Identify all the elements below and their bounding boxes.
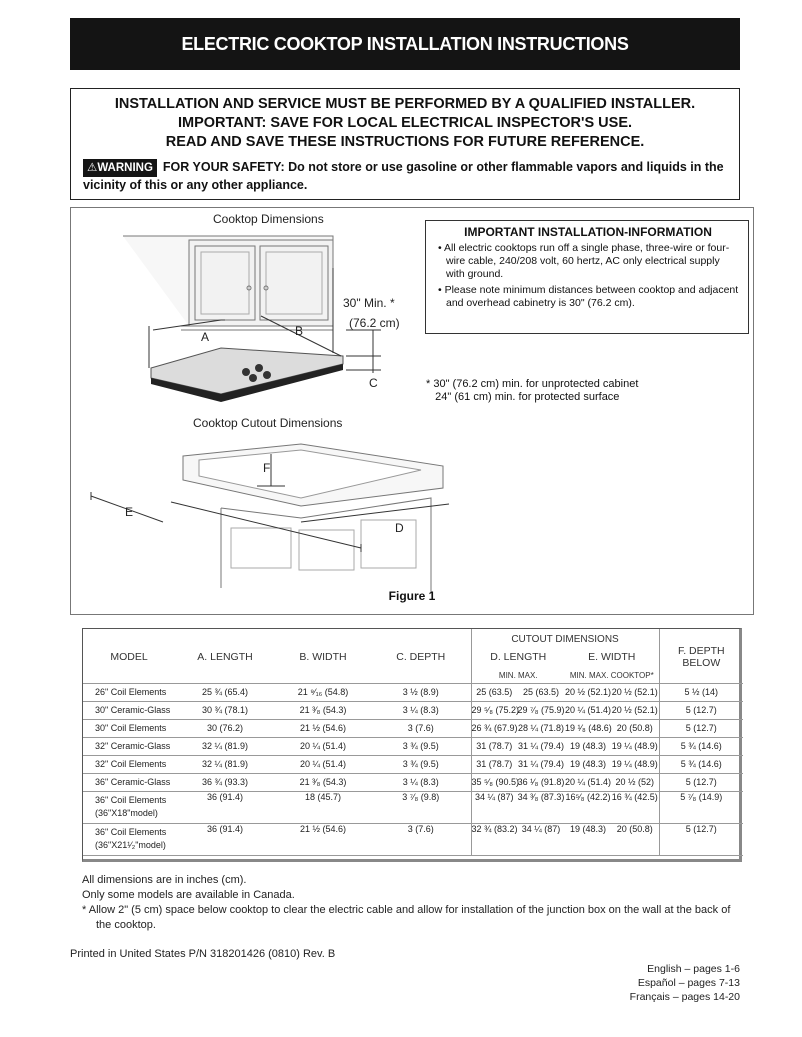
cell-a: 36 (91.4)	[175, 791, 275, 823]
cell-b: 21 ³⁄₈ (54.3)	[275, 701, 371, 719]
cooktop-dimensions-label: Cooktop Dimensions	[213, 212, 324, 226]
cell-d-max: 29 ⁷⁄₈ (75.9)	[517, 701, 565, 719]
dimension-letter-c: C	[369, 376, 378, 390]
model-cell	[83, 791, 175, 823]
model-name: 36" Ceramic-Glass	[95, 777, 171, 787]
cell-b: 20 ¼ (51.4)	[275, 737, 371, 755]
cell-e-min: 19 (48.3)	[565, 755, 611, 773]
min-distance-cm-label: (76.2 cm)	[349, 316, 400, 330]
notice-line-inspector: IMPORTANT: SAVE FOR LOCAL ELECTRICAL INSPECTOR'S USE.	[177, 115, 633, 131]
column-header-a-length: A. LENGTH	[197, 651, 253, 663]
cell-f: 5 ¾ (14.6)	[659, 737, 743, 755]
dimensions-table	[82, 628, 742, 862]
cell-d-max: 31 ¼ (79.4)	[517, 755, 565, 773]
pages-english: English – pages 1-6	[647, 963, 740, 975]
cell-b: 21 ½ (54.6)	[275, 719, 371, 737]
column-header-model: MODEL	[110, 651, 148, 663]
dimension-letter-f: F	[263, 461, 271, 475]
cabinet-clearance-protected: 24" (61 cm) min. for protected surface	[426, 391, 620, 403]
model-name: 36" Coil Elements	[95, 827, 167, 837]
cell-e-min: 16⁵⁄₈ (42.2)	[565, 791, 611, 823]
cell-a: 30 ¾ (78.1)	[175, 701, 275, 719]
cell-c: 3 ¼ (8.3)	[371, 773, 471, 791]
table-row	[83, 737, 743, 755]
cell-a: 30 (76.2)	[175, 719, 275, 737]
cell-c: 3 ⁷⁄₈ (9.8)	[371, 791, 471, 823]
cell-b: 18 (45.7)	[275, 791, 371, 823]
table-row	[83, 791, 743, 823]
cell-d-min: 26 ¾ (67.9)	[471, 719, 517, 737]
cell-e-min: 20 ½ (52.1)	[565, 683, 611, 701]
table-row	[83, 701, 743, 719]
cutout-dimensions-header: CUTOUT DIMENSIONS	[471, 629, 659, 645]
cell-a: 25 ¾ (65.4)	[175, 683, 275, 701]
table-row	[83, 719, 743, 737]
cell-c: 3 ½ (8.9)	[371, 683, 471, 701]
cabinet-clearance-note	[426, 378, 638, 404]
cell-f: 5 ⁷⁄₈ (14.9)	[659, 791, 743, 823]
cell-b: 20 ¼ (51.4)	[275, 755, 371, 773]
safety-warning	[83, 159, 727, 193]
warning-text: FOR YOUR SAFETY: Do not store or use gasoline or other flammable vapors and liquids in the vicinity of this or any other appliance.	[83, 160, 724, 192]
burner-4	[263, 371, 271, 379]
burner-2	[255, 364, 263, 372]
cell-f: 5 (12.7)	[659, 701, 743, 719]
installer-notice-box	[70, 88, 740, 200]
cell-d-min: 25 (63.5)	[471, 683, 517, 701]
cell-a: 36 ¾ (93.3)	[175, 773, 275, 791]
cell-d-min: 31 (78.7)	[471, 755, 517, 773]
cell-c: 3 ¾ (9.5)	[371, 737, 471, 755]
document-title: ELECTRIC COOKTOP INSTALLATION INSTRUCTIONS	[70, 18, 740, 70]
model-cell	[83, 737, 175, 755]
notice-line-qualified-installer: INSTALLATION AND SERVICE MUST BE PERFORMED BY A QUALIFIED INSTALLER.	[114, 96, 696, 112]
cell-e-max: 19 ¼ (48.9)	[611, 755, 659, 773]
model-cell	[83, 755, 175, 773]
cell-d-max: 31 ¼ (79.4)	[517, 737, 565, 755]
cell-d-max: 36 ¹⁄₈ (91.8)	[517, 773, 565, 791]
model-size: (36"X21¹⁄₂"model)	[95, 840, 166, 850]
model-name: 36" Coil Elements	[95, 795, 167, 805]
cell-f: 5 ½ (14)	[659, 683, 743, 701]
cell-d-min: 35 ⁵⁄₈ (90.5)	[471, 773, 517, 791]
cell-c: 3 (7.6)	[371, 719, 471, 737]
cell-a: 36 (91.4)	[175, 823, 275, 855]
table-row	[83, 823, 743, 855]
column-header-e-width: E. WIDTH	[565, 645, 659, 669]
cabinet-clearance-unprotected: * 30" (76.2 cm) min. for unprotected cabinet	[426, 378, 639, 390]
cell-a: 32 ¼ (81.9)	[175, 737, 275, 755]
cell-d-max: 34 ¼ (87)	[517, 823, 565, 855]
warning-badge-label: WARNING	[97, 162, 153, 174]
printed-part-number: Printed in United States P/N 318201426 (0810) Rev. B	[70, 948, 336, 960]
cell-e-max: 20 (50.8)	[611, 719, 659, 737]
installation-information-title: IMPORTANT INSTALLATION-INFORMATION	[464, 225, 712, 239]
cell-e-max: 20 ½ (52.1)	[611, 701, 659, 719]
cell-d-min: 32 ¾ (83.2)	[471, 823, 517, 855]
model-name: 32" Coil Elements	[95, 759, 167, 769]
cell-c: 3 ¼ (8.3)	[371, 701, 471, 719]
cell-b: 21 ⁹⁄₁₆ (54.8)	[275, 683, 371, 701]
cell-d-max: 25 (63.5)	[517, 683, 565, 701]
overhead-cabinet-illustration	[123, 236, 333, 330]
cell-b: 21 ³⁄₈ (54.3)	[275, 773, 371, 791]
cell-e-min: 19 ¹⁄₈ (48.6)	[565, 719, 611, 737]
subheader-d-min-max: MIN. MAX.	[471, 669, 565, 683]
cell-f: 5 (12.7)	[659, 823, 743, 855]
cell-a: 32 ¼ (81.9)	[175, 755, 275, 773]
model-name: 30" Ceramic-Glass	[95, 705, 171, 715]
pages-french: Français – pages 14-20	[629, 991, 740, 1003]
table-row	[83, 755, 743, 773]
warning-triangle-icon: ⚠	[87, 162, 98, 174]
cell-d-min: 31 (78.7)	[471, 737, 517, 755]
cell-c: 3 ¾ (9.5)	[371, 755, 471, 773]
cell-d-min: 29 ⁵⁄₈ (75.2)	[471, 701, 517, 719]
cell-d-max: 28 ¼ (71.8)	[517, 719, 565, 737]
cell-f: 5 (12.7)	[659, 773, 743, 791]
cell-e-max: 16 ¾ (42.5)	[611, 791, 659, 823]
cell-f: 5 (12.7)	[659, 719, 743, 737]
cutout-illustration	[183, 444, 443, 593]
model-name: 26" Coil Elements	[95, 687, 167, 697]
cell-d-min: 34 ¼ (87)	[471, 791, 517, 823]
cooktop-illustration	[151, 348, 343, 402]
language-page-index	[630, 962, 740, 1004]
cell-e-min: 19 (48.3)	[565, 823, 611, 855]
burner-3	[249, 374, 257, 382]
info-item-minimum-distance: • Please note minimum distances between cooktop and adjacent and overhead cabinetry is 30" (76.2 cm).	[438, 284, 739, 309]
cell-e-max: 19 ¼ (48.9)	[611, 737, 659, 755]
cell-c: 3 (7.6)	[371, 823, 471, 855]
figure-caption: Figure 1	[388, 589, 436, 603]
burner-1	[242, 368, 250, 376]
cell-e-max: 20 ½ (52)	[611, 773, 659, 791]
cell-f: 5 ¾ (14.6)	[659, 755, 743, 773]
cell-e-max: 20 ½ (52.1)	[611, 683, 659, 701]
dimension-letter-d: D	[395, 521, 404, 535]
installation-information-list	[436, 242, 740, 310]
footer-note-canada: Only some models are available in Canada.	[82, 889, 295, 901]
installation-information-box	[425, 220, 749, 334]
warning-badge	[83, 159, 157, 177]
dimension-letter-e: E	[125, 505, 134, 519]
model-cell	[83, 701, 175, 719]
dimension-letter-b: B	[295, 324, 304, 338]
model-cell	[83, 823, 175, 855]
cell-e-min: 19 (48.3)	[565, 737, 611, 755]
info-item-electrical-supply: • All electric cooktops run off a single phase, three-wire or four-wire cable, 240/208 volt, 60 hertz, AC only electrical supply with ground.	[438, 242, 730, 280]
column-header-b-width: B. WIDTH	[299, 651, 347, 663]
cell-b: 21 ½ (54.6)	[275, 823, 371, 855]
footer-note-units: All dimensions are in inches (cm).	[82, 874, 247, 886]
model-name: 32" Ceramic-Glass	[95, 741, 171, 751]
min-distance-label: 30" Min. *	[343, 296, 395, 310]
model-cell	[83, 719, 175, 737]
table-row	[83, 683, 743, 701]
figure-1	[70, 207, 754, 615]
footer-note-cable-clearance: * Allow 2" (5 cm) space below cooktop to clear the electric cable and allow for installation of the junction box on the wall at the back of the cooktop.	[82, 904, 731, 931]
model-size: (36"X18"model)	[95, 808, 158, 818]
model-cell	[83, 773, 175, 791]
footer-notes	[82, 873, 742, 933]
cell-e-min: 20 ¼ (51.4)	[565, 701, 611, 719]
cutout-dimensions-label: Cooktop Cutout Dimensions	[193, 416, 343, 430]
dimension-letter-a: A	[201, 330, 210, 344]
model-name: 30" Coil Elements	[95, 723, 167, 733]
notice-line-save-instructions: READ AND SAVE THESE INSTRUCTIONS FOR FUTURE REFERENCE.	[165, 134, 645, 150]
column-header-d-length: D. LENGTH	[490, 651, 547, 663]
subheader-e-min-max: MIN. MAX. COOKTOP*	[565, 669, 659, 683]
cell-e-min: 20 ¼ (51.4)	[565, 773, 611, 791]
model-cell	[83, 683, 175, 701]
column-header-f-depth-below: F. DEPTH BELOW	[677, 645, 725, 669]
cell-e-max: 20 (50.8)	[611, 823, 659, 855]
cell-d-max: 34 ³⁄₈ (87.3)	[517, 791, 565, 823]
column-header-c-depth: C. DEPTH	[371, 645, 471, 669]
pages-spanish: Español – pages 7-13	[637, 977, 740, 989]
table-row	[83, 773, 743, 791]
